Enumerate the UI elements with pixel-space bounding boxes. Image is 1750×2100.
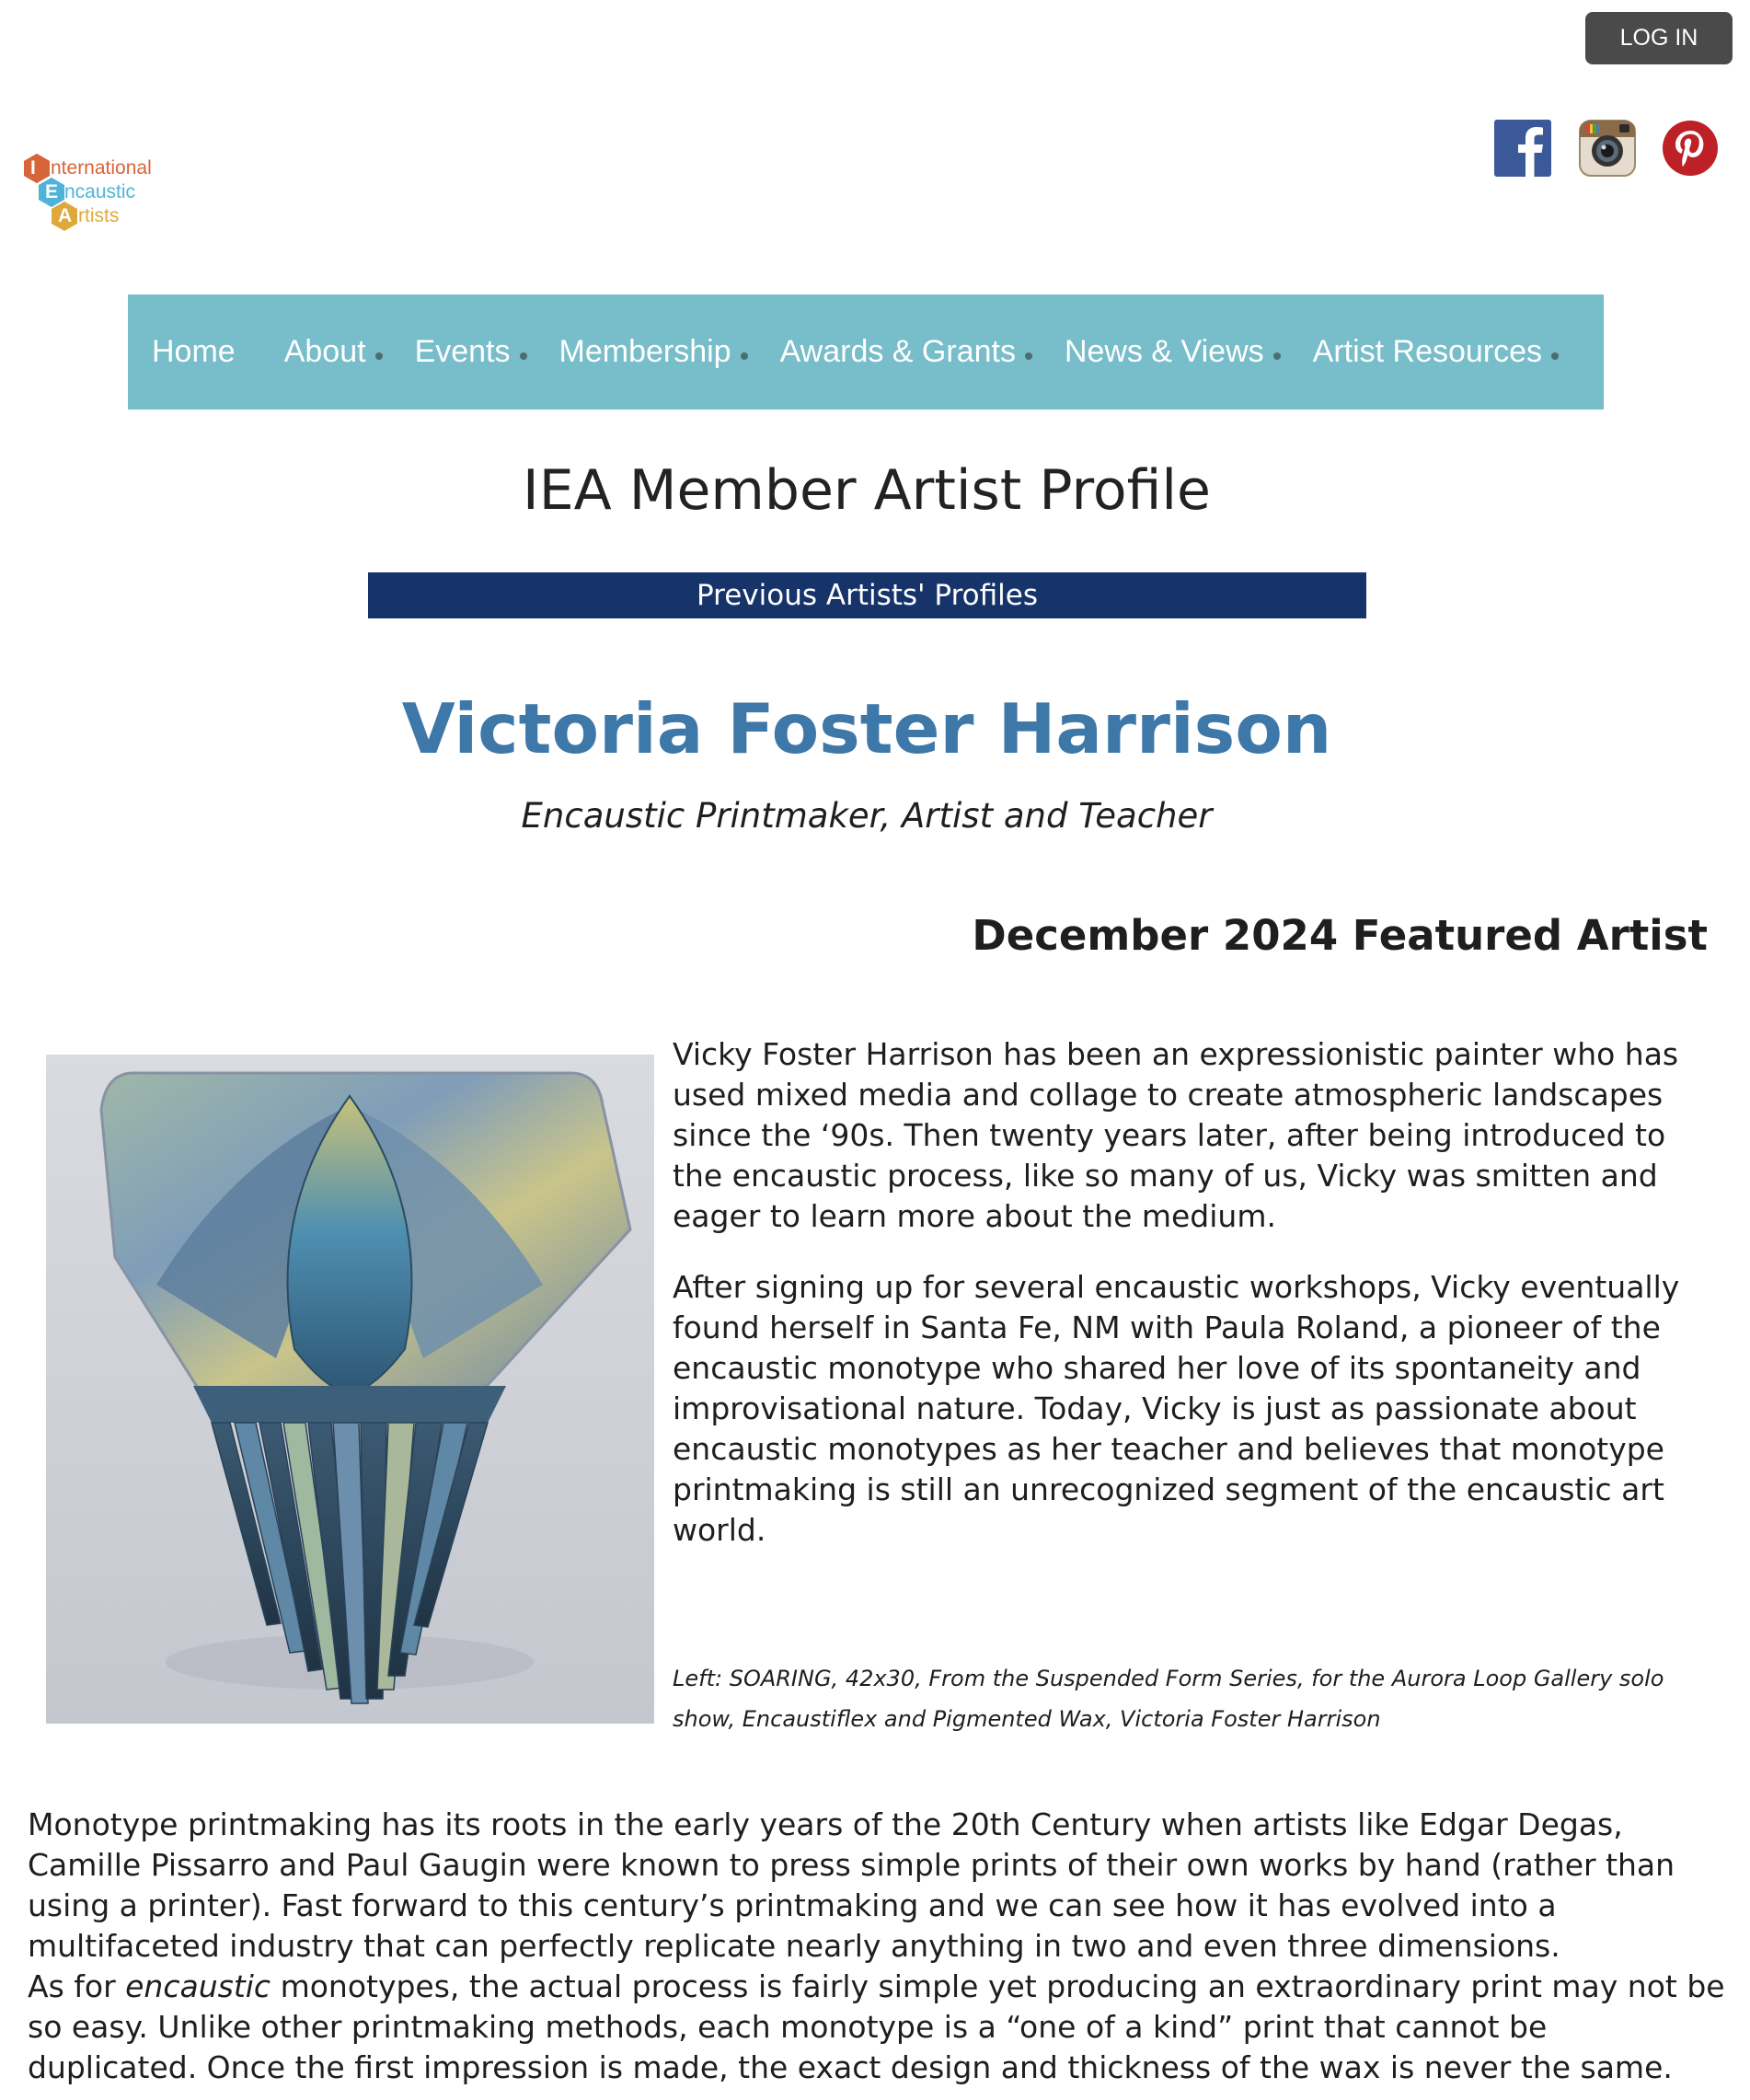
logo-initial-i: I [30, 157, 36, 179]
bio-paragraph-4-after: monotypes, the actual process is fairly simple yet producing an extraordinary print may not be so easy. Unlike other printmaking methods, each monotype is a “one of a kind” print that cannot be duplicated. Once the first impression is made, the exact design and thickness of the wax is never the same. [28, 1968, 1725, 2085]
bio-paragraph-3-text: Monotype printmaking has its roots in the early years of the 20th Century when artists like Edgar Degas, Camille Pissarro and Paul Gaugin were known to press simple prints of their own works by hand (rather than using a printer). Fast forward to this century’s printmaking and we can see how it has evolved into a multifaceted industry that can perfectly replicate nearly anything in two and even three dimensions. [28, 1806, 1675, 1964]
nav-item-membership-label: Membership [558, 334, 731, 369]
artwork-image-soaring [46, 1055, 654, 1724]
nav-item-events[interactable] [415, 334, 511, 370]
featured-heading: December 2024 Featured Artist [972, 911, 1708, 960]
main-nav [128, 294, 1604, 410]
bio-paragraph-1: Vicky Foster Harrison has been an expressionistic painter who has used mixed media and collage to create atmospheric landscapes since the ‘90s. Then twenty years later, after being introduced to the encaustic process, like so many of us, Vicky was smitten and eager to learn more about the medium. [673, 1036, 1679, 1234]
dropdown-dot-icon [375, 352, 383, 360]
logo-line-international: nternational [51, 157, 152, 179]
nav-item-about[interactable] [284, 334, 366, 370]
dropdown-dot-icon [1273, 352, 1281, 360]
dropdown-dot-icon [1025, 352, 1032, 360]
iea-logo[interactable] [20, 152, 167, 235]
nav-item-events-label: Events [414, 334, 511, 369]
bio-paragraph-4-emphasis: encaustic [125, 1968, 271, 2004]
nav-item-artist-resources[interactable] [1313, 334, 1542, 370]
bio-paragraph-2: After signing up for several encaustic workshops, Vicky eventually found herself in Santa Fe, NM with Paula Roland, a pioneer of the encaustic monotype who shared her love of its spontaneity and improvisational nature. Today, Vicky is just as passionate about encaustic monotypes as her teacher and believes that monotype printmaking is still an unrecognized segment of the encaustic art world. [673, 1269, 1680, 1548]
pinterest-icon[interactable] [1662, 120, 1719, 177]
nav-item-awards-label: Awards & Grants [779, 334, 1016, 369]
artwork-caption: Left: SOARING, 42x30, From the Suspended Form Series, for the Aurora Loop Gallery solo show, Encaustiflex and Pigmented Wax, Victoria Foster Harrison [673, 1666, 1664, 1732]
bio-paragraph-4-before: As for [28, 1968, 126, 2004]
nav-item-membership[interactable] [559, 334, 731, 370]
logo-initial-e: E [45, 181, 59, 202]
logo-line-artists: rtists [78, 205, 120, 226]
artist-name: Victoria Foster Harrison [401, 688, 1332, 769]
nav-item-about-label: About [283, 334, 366, 369]
dropdown-dot-icon [741, 352, 748, 360]
facebook-icon[interactable] [1494, 120, 1551, 177]
artist-subtitle: Encaustic Printmaker, Artist and Teacher [521, 796, 1213, 836]
logo-line-encaustic: ncaustic [64, 181, 136, 202]
dropdown-dot-icon [1551, 352, 1559, 360]
bio-paragraph-3 [28, 1805, 1725, 2088]
logo-initial-a: A [58, 205, 73, 226]
nav-item-awards-grants[interactable] [780, 334, 1016, 370]
instagram-icon[interactable] [1579, 120, 1636, 177]
previous-profiles-button[interactable]: Previous Artists' Profiles [368, 572, 1366, 618]
page-title: IEA Member Artist Profile [523, 458, 1211, 523]
nav-item-home[interactable]: Home [152, 334, 236, 369]
dropdown-dot-icon [520, 352, 527, 360]
nav-item-resources-label: Artist Resources [1312, 334, 1543, 369]
nav-item-news-label: News & Views [1064, 334, 1264, 369]
nav-item-news-views[interactable] [1065, 334, 1264, 370]
login-button[interactable]: LOG IN [1585, 12, 1733, 64]
